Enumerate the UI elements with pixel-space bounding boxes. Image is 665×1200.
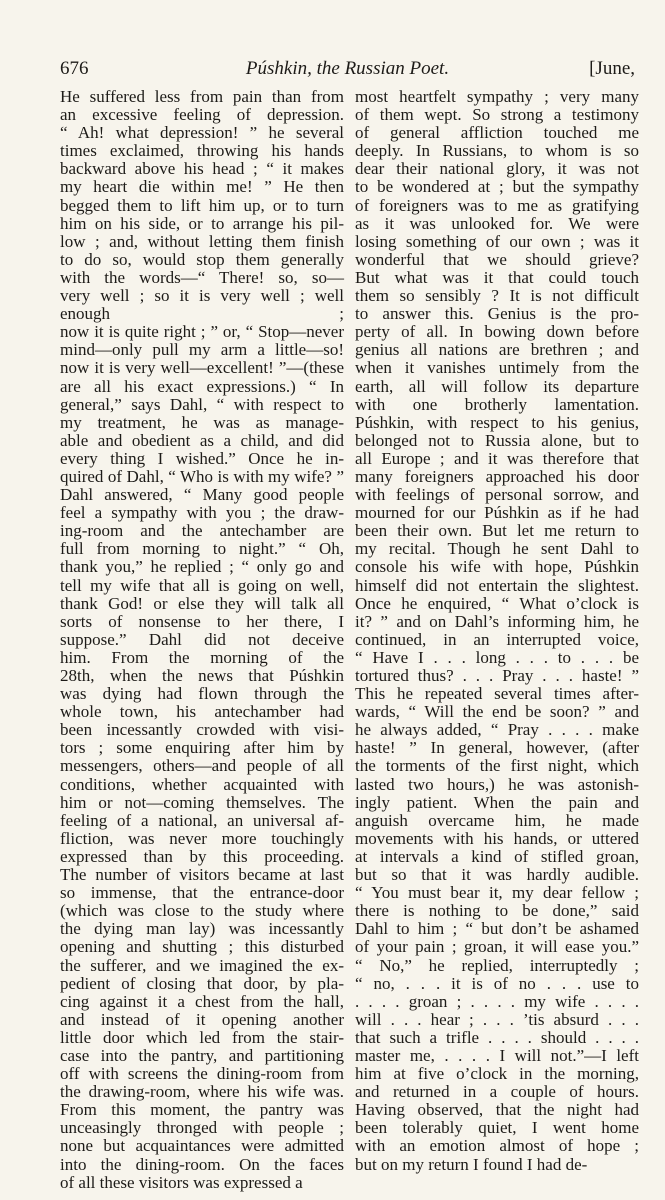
text-line: my treatment, he was as manage- <box>60 412 344 432</box>
text-line: but so that it was hardly audible. <box>355 865 639 885</box>
text-line: when it vanishes untimely from the <box>355 358 639 378</box>
text-line: low ; and, without letting them finish <box>60 231 344 251</box>
text-line: off with screens the dining-room from <box>60 1064 344 1084</box>
text-line: ing-room and the antechamber are <box>60 521 344 541</box>
text-line: console his wife with hope, Púshkin <box>355 557 639 577</box>
text-line: haste! ” In general, however, (after <box>355 738 639 758</box>
text-line: thank you,” he replied ; “ only go and <box>60 557 344 577</box>
text-line: the sufferer, and we imagined the ex- <box>60 955 344 975</box>
text-line: unceasingly thronged with people ; <box>60 1118 344 1138</box>
text-line: himself did not entertain the slightest. <box>355 575 639 595</box>
text-line: But what was it that could touch <box>355 267 639 287</box>
text-line: Once he enquired, “ What o’clock is <box>355 593 639 613</box>
text-line: wards, “ Will the end be soon? ” and <box>355 702 639 722</box>
text-line: full from morning to night.” “ Oh, <box>60 539 344 559</box>
text-line: an excessive feeling of depression. <box>60 105 344 125</box>
running-header <box>60 58 635 84</box>
text-line: little door which led from the stair- <box>60 1027 344 1047</box>
text-line: it? ” and on Dahl’s informing him, he <box>355 611 639 631</box>
text-line: with an emotion almost of hope ; <box>355 1136 639 1156</box>
text-line: 28th, when the news that Púshkin <box>60 666 344 685</box>
text-line: whole town, his antechamber had <box>60 702 344 722</box>
text-line: every thing I wished.” Once he in- <box>60 448 344 468</box>
text-line: are all his exact expressions.) “ In <box>60 376 344 396</box>
text-line: able and obedient as a child, and did <box>60 430 344 450</box>
text-line: wonderful that we should grieve? <box>355 249 639 269</box>
text-line: many foreigners approached his door <box>355 466 639 486</box>
text-line: mourned for our Púshkin as if he had <box>355 503 639 523</box>
text-line: most heartfelt sympathy ; very many <box>355 87 639 106</box>
text-line: and instead of it opening another <box>60 1009 344 1029</box>
text-line: The number of visitors became at last <box>60 865 344 885</box>
text-line: will . . . hear ; . . . ’tis absurd . . . <box>355 1009 639 1029</box>
text-line: general,” says Dahl, “ with respect to <box>60 394 344 414</box>
text-line: very well ; so it is very well ; well enough ; <box>60 286 344 324</box>
text-line: mind—only pull my arm a little—so! <box>60 340 344 360</box>
text-line: him or not—coming themselves. The <box>60 792 344 812</box>
text-line: into the dining-room. On the faces <box>60 1154 344 1174</box>
text-line: with feelings of personal sorrow, and <box>355 485 639 505</box>
text-line: Having observed, that the night had <box>355 1100 639 1120</box>
text-line: my heart die within me! ” He then <box>60 177 344 197</box>
text-line: “ no, . . . it is of no . . . use to <box>355 973 639 993</box>
text-line: with the words—“ There! so, so— <box>60 267 344 287</box>
right-column <box>355 88 639 1174</box>
text-line: conditions, whether acquainted with <box>60 774 344 794</box>
text-line: was dying had flown through the <box>60 684 344 704</box>
text-line: so immense, that the entrance-door <box>60 883 344 903</box>
text-line: ingly patient. When the pain and <box>355 792 639 812</box>
text-line: feeling of a national, an universal af- <box>60 810 344 830</box>
text-line: lasted two hours,) he was astonish- <box>355 774 639 794</box>
text-line: Dahl answered, “ Many good people <box>60 485 344 505</box>
running-title: Púshkin, the Russian Poet. <box>245 58 450 79</box>
text-line: movements with his hands, or uttered <box>355 828 639 848</box>
text-line: at intervals a kind of stifled groan, <box>355 846 639 866</box>
text-line: He suffered less from pain than from <box>60 87 344 106</box>
text-line: but on my return I found I had de- <box>355 1154 588 1174</box>
text-line: to do so, would stop them generally <box>60 249 344 269</box>
text-line: tell my wife that all is going on well, <box>60 575 344 595</box>
text-line: “ Ah! what depression! ” he several <box>60 123 344 143</box>
text-line: none but acquaintances were admitted <box>60 1136 344 1156</box>
text-line: . . . . groan ; . . . . my wife . . . . <box>355 991 639 1011</box>
text-line: him at five o’clock in the morning, <box>355 1064 639 1084</box>
text-line: thank God! or else they will talk all <box>60 593 344 613</box>
text-line: “ Have I . . . long . . . to . . . be <box>355 647 639 667</box>
text-line: of all these visitors was expressed a <box>60 1172 303 1192</box>
text-line: now it is quite right ; ” or, “ Stop—never <box>60 322 344 342</box>
text-line: messengers, others—and people of all <box>60 756 344 776</box>
text-line: him on his side, or to arrange his pil- <box>60 213 344 233</box>
text-line: of foreigners was to me as gratifying <box>355 195 639 215</box>
text-line: case into the pantry, and partitioning <box>60 1045 344 1065</box>
text-line: my recital. Though he sent Dahl to <box>355 539 639 559</box>
text-line: tortured thus? . . . Pray . . . haste! ” <box>355 666 639 685</box>
left-column <box>60 88 344 1192</box>
text-line: “ No,” he replied, interruptedly ; <box>355 955 639 975</box>
text-line: suppose.” Dahl did not deceive <box>60 629 344 649</box>
text-line: of them wept. So strong a testimony <box>355 105 639 125</box>
text-line: feel a sympathy with you ; the draw- <box>60 503 344 523</box>
text-line: the torments of the first night, which <box>355 756 639 776</box>
text-line: (which was close to the study where <box>60 901 344 921</box>
text-line: This he repeated several times after- <box>355 684 639 704</box>
text-line: the dying man lay) was incessantly <box>60 919 344 939</box>
text-line: master me, . . . . I will not.”—I left <box>355 1045 639 1065</box>
page-number: 676 <box>60 58 89 79</box>
text-line: tors ; some enquiring after him by <box>60 738 344 758</box>
text-line: fliction, was never more touchingly <box>60 828 344 848</box>
text-line: to be wondered at ; but the sympathy <box>355 177 639 197</box>
text-line: deeply. In Russians, to whom is so <box>355 141 639 161</box>
text-line: cing against it a chest from the hall, <box>60 991 344 1011</box>
text-line: opening and shutting ; this disturbed <box>60 937 344 957</box>
text-line: begged them to lift him up, or to turn <box>60 195 344 215</box>
text-line: Dahl to him ; “ but don’t be ashamed <box>355 919 639 939</box>
text-line: expressed than by this proceeding. <box>60 846 344 866</box>
text-line: sorts of nonsense to her there, I <box>60 611 344 631</box>
text-line: to answer this. Genius is the pro- <box>355 304 639 324</box>
text-line: as it was unlooked for. We were <box>355 213 639 233</box>
text-line: losing something of our own ; was it <box>355 231 639 251</box>
text-line: backward above his head ; “ it makes <box>60 159 344 179</box>
text-line: them so sensibly ? It is not difficult <box>355 286 639 306</box>
text-line: belonged not to Russia alone, but to <box>355 430 639 450</box>
text-line: genius all nations are brethren ; and <box>355 340 639 360</box>
text-line: with one brotherly lamentation. <box>355 394 639 414</box>
text-line: quired of Dahl, “ Who is with my wife? ” <box>60 466 344 486</box>
text-line: anguish overcame him, he made <box>355 810 639 830</box>
text-line: continued, in an interrupted voice, <box>355 629 639 649</box>
issue-month: [June, <box>589 58 635 79</box>
text-line: of general affliction touched me <box>355 123 639 143</box>
text-line: been tolerably quiet, I went home <box>355 1118 639 1138</box>
text-line: been their own. But let me return to <box>355 521 639 541</box>
text-line: the drawing-room, where his wife was. <box>60 1082 344 1102</box>
text-line: “ You must bear it, my dear fellow ; <box>355 883 639 903</box>
text-line: times exclaimed, throwing his hands <box>60 141 344 161</box>
text-line: earth, all will follow its departure <box>355 376 639 396</box>
text-line: pedient of closing that door, by pla- <box>60 973 344 993</box>
text-line: that such a trifle . . . . should . . . . <box>355 1027 639 1047</box>
text-line: now it is very well—excellent! ”—(these <box>60 358 344 378</box>
text-line: there is nothing to be done,” said <box>355 901 639 921</box>
text-line: and returned in a couple of hours. <box>355 1082 639 1102</box>
text-line: all Europe ; and it was therefore that <box>355 448 639 468</box>
text-line: From this moment, the pantry was <box>60 1100 344 1120</box>
text-line: been incessantly crowded with visi- <box>60 720 344 740</box>
text-line: him. From the morning of the <box>60 647 344 667</box>
text-line: perty of all. In bowing down before <box>355 322 639 342</box>
text-line: of your pain ; groan, it will ease you.” <box>355 937 639 957</box>
text-line: dear their national glory, it was not <box>355 159 639 179</box>
text-line: he always added, “ Pray . . . . make <box>355 720 639 740</box>
text-line: Púshkin, with respect to his genius, <box>355 412 639 432</box>
